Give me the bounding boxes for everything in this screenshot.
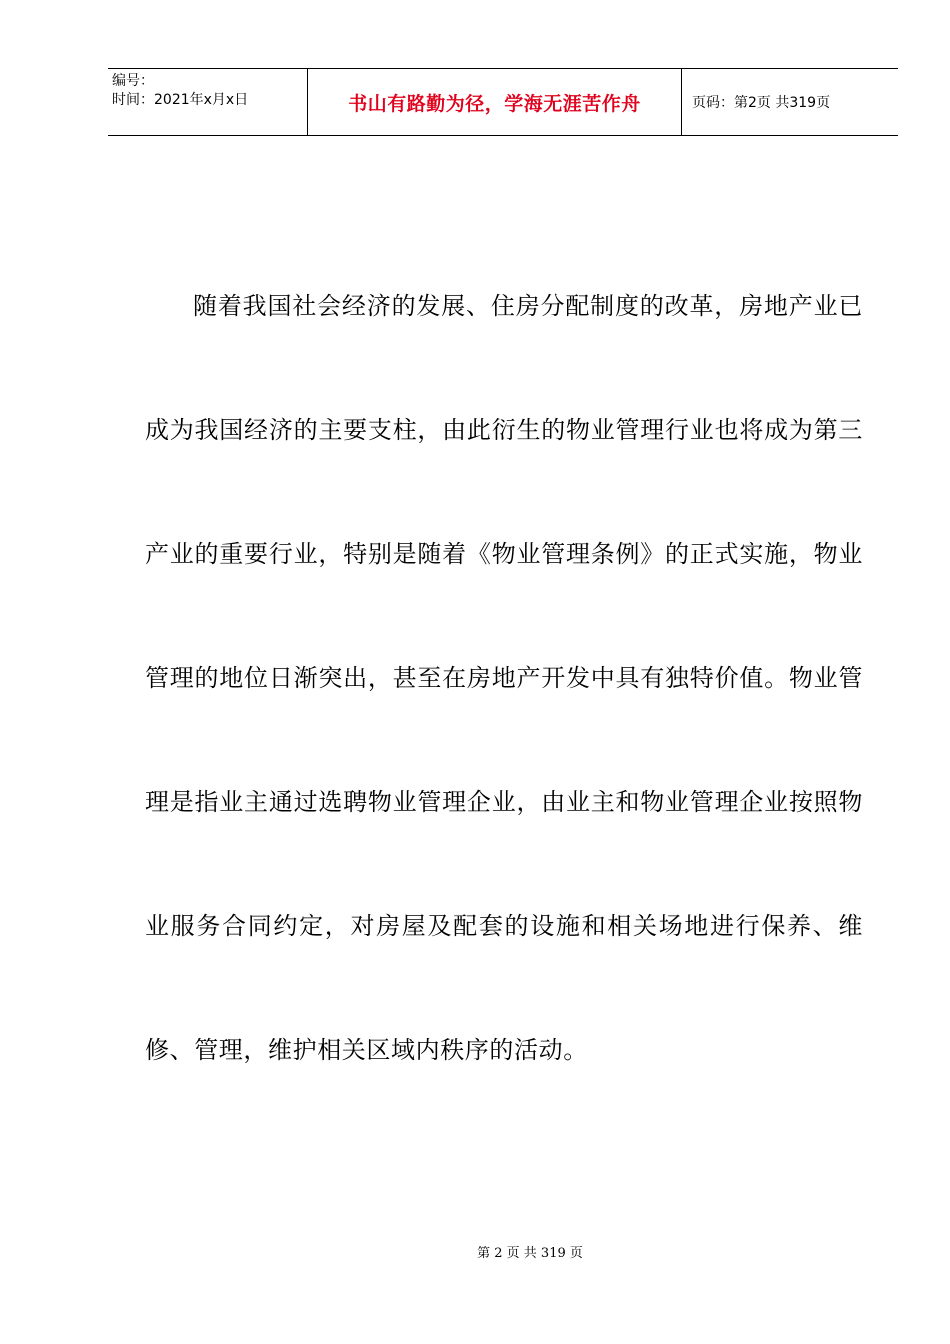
header-motto-cell	[308, 69, 682, 135]
body-paragraph: 随着我国社会经济的发展、住房分配制度的改革，房地产业已成为我国经济的主要支柱，由此衍生的物业管理行业也将成为第三产业的重要行业，特别是随着《物业管理条例》的正式实施，物业管理的地位日渐突出，甚至在房地产开发中具有独特价值。物业管理是指业主通过选聘物业管理企业，由业主和物业管理企业按照物业服务合同约定，对房屋及配套的设施和相关场地进行保养、维修、管理，维护相关区域内秩序的活动。	[145, 292, 863, 1064]
header-page-number: 页码：第2页 共319页	[692, 95, 831, 111]
document-date-label: 时间：2021年x月x日	[112, 92, 249, 108]
header-meta-cell	[108, 69, 308, 135]
document-header	[108, 68, 898, 136]
page-footer: 第 2 页 共 319 页	[477, 1246, 583, 1261]
header-page-cell	[682, 69, 898, 135]
header-motto: 书山有路勤为径，学海无涯苦作舟	[348, 93, 641, 115]
document-number-label: 编号：	[112, 73, 154, 89]
